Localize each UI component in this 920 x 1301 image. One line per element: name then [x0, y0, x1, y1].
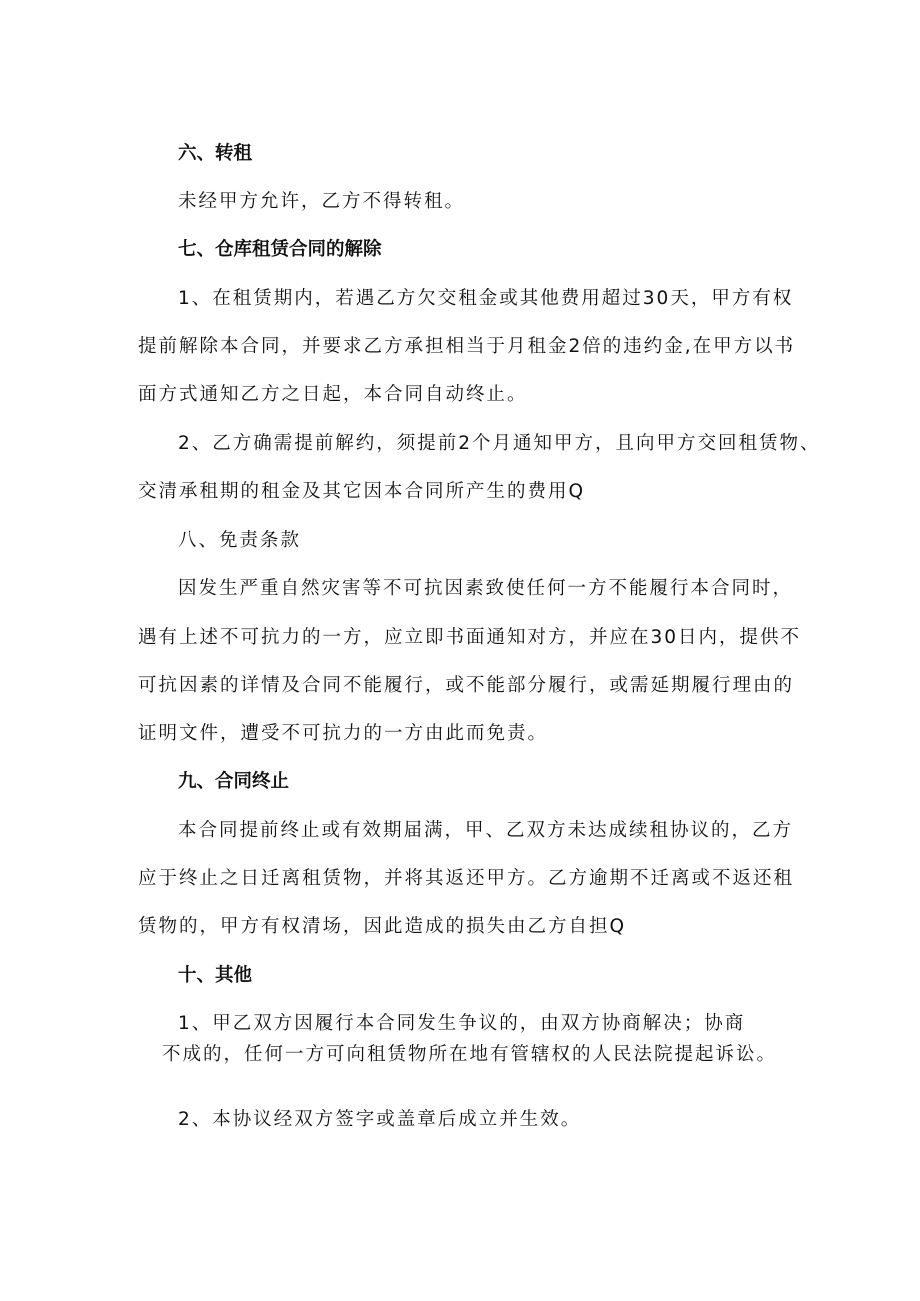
- section-heading-contract-end: 九、合同终止: [178, 771, 290, 792]
- section-heading-exemption: 八、免责条款: [178, 530, 302, 551]
- paragraph-line: 遇有上述不可抗力的一方，应立即书面通知对方，并应在30日内，提供不: [138, 627, 802, 648]
- paragraph-line: 交清承租期的租金及其它因本合同所产生的费用Q: [138, 481, 586, 502]
- section-heading-other: 十、其他: [178, 965, 253, 986]
- paragraph-line: 不成的，任何一方可向租赁物所在地有管辖权的人民法院提起诉讼。: [162, 1044, 778, 1065]
- paragraph-line: 因发生严重自然灾害等不可抗因素致使任何一方不能履行本合同时，: [178, 578, 794, 599]
- paragraph-line: 2、乙方确需提前解约，须提前2个月通知甲方，且向甲方交回租赁物、: [178, 433, 821, 454]
- paragraph-line: 赁物的，甲方有权清场，因此造成的损失由乙方自担Q: [138, 916, 627, 937]
- paragraph-line: 提前解除本合同，并要求乙方承担相当于月租金2倍的违约金,在甲方以书: [138, 336, 796, 357]
- paragraph-line: 1、在租赁期内，若遇乙方欠交租金或其他费用超过30天，甲方有权: [178, 288, 794, 309]
- paragraph-line: 未经甲方允许，乙方不得转租。: [178, 191, 466, 212]
- paragraph-line: 2、本协议经双方签字或盖章后成立并生效。: [178, 1109, 582, 1130]
- paragraph-line: 面方式通知乙方之日起，本合同自动终止。: [138, 384, 528, 405]
- paragraph-line: 可抗因素的详情及合同不能履行，或不能部分履行，或需延期履行理由的: [138, 675, 795, 696]
- paragraph-line: 1、甲乙双方因履行本合同发生争议的，由双方协商解决；协商: [178, 1013, 746, 1034]
- section-heading-termination: 七、仓库租赁合同的解除: [178, 239, 382, 260]
- paragraph-line: 本合同提前终止或有效期届满，甲、乙双方未达成续租协议的，乙方: [178, 820, 794, 841]
- section-heading-sublease: 六、转租: [178, 143, 253, 164]
- paragraph-line: 应于终止之日迁离租赁物，并将其返还甲方。乙方逾期不迁离或不返还租: [138, 868, 795, 889]
- paragraph-line: 证明文件，遭受不可抗力的一方由此而免责。: [138, 723, 549, 744]
